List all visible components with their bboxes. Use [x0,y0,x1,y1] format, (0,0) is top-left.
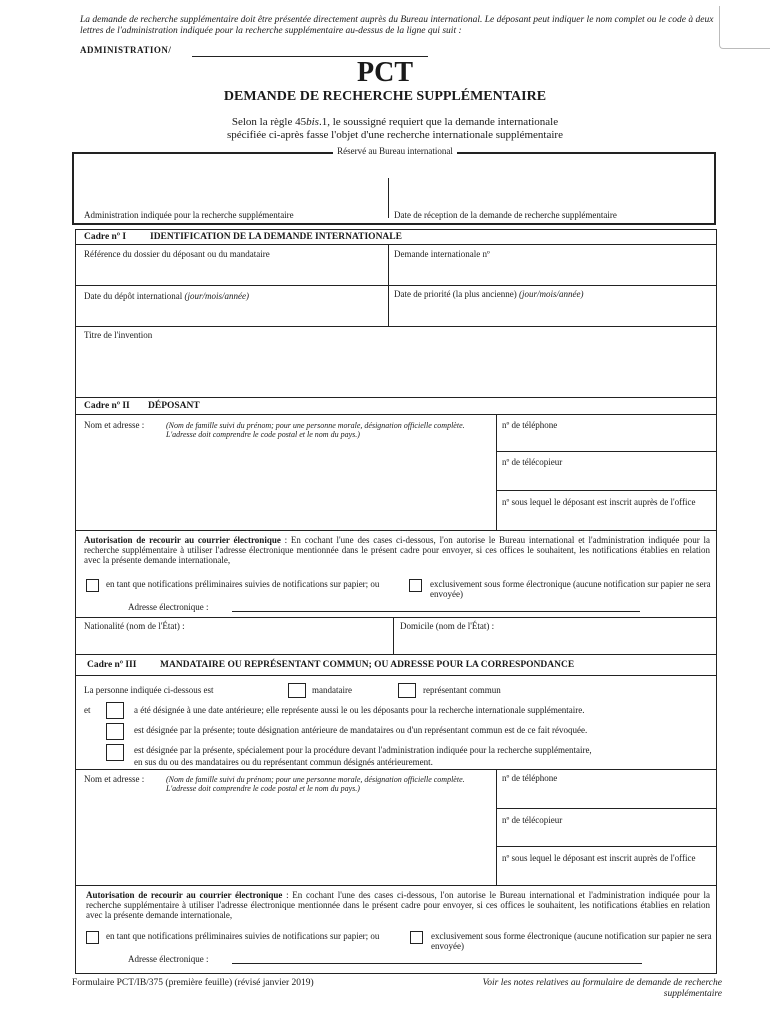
agent-name-label: Nom et adresse : [84,774,145,784]
filing-date-label: Date du dépôt international (jour/mois/année) [84,291,249,301]
page-corner-fold [719,6,770,49]
priority-date-label: Date de priorité (la plus ancienne) (jour/mois/année) [394,289,584,299]
box1-row-rule-2 [76,326,716,327]
reserved-label: Réservé au Bureau international [333,146,457,156]
nationality-label: Nationalité (nom de l'État) : [84,621,185,631]
invention-title-label: Titre de l'invention [84,330,153,340]
footer-form-id: Formulaire PCT/IB/375 (première feuille) (révisé janvier 2019) [72,978,314,988]
agent-phone-rule [496,808,716,809]
nationality-divider [393,617,394,654]
agent-office-reg-label: nº sous lequel le déposant est inscrit auprès de l'office [502,853,696,863]
reserved-date-label: Date de réception de la demande de recherche supplémentaire [394,210,617,220]
agent-label: mandataire [312,685,352,695]
box1-row-rule [76,285,716,286]
box3-top-rule [76,654,716,655]
box2-nationality-rule [76,617,716,618]
and-label: et [84,705,91,715]
applicant-email-field[interactable] [232,611,640,612]
agent-electronic-only-checkbox[interactable] [410,931,423,944]
box2-header-rule [76,414,716,415]
agent-preliminary-label: en tant que notifications préliminaires suivies de notifications sur papier; ou [106,931,380,941]
agent-email-field[interactable] [232,963,642,964]
rule-text: Selon la règle 45bis.1, le soussigné requiert que la demande internationale spécifiée ci-après fasse l'objet d'une recherche internationale supplémentaire [227,116,563,141]
applicant-email-authorization: Autorisation de recourir au courrier électronique : En cochant l'une des cases ci-dessous, l'on autorise le Bureau international et l'administration indiquée pour la recherche supplémentaire à utiliser l'adresse électronique mentionnée dans le présent cadre pour envoyer, si ces offices le souhaitent, les notifications établies en relation avec la présente demande internationale, [84,535,710,565]
agent-preliminary-checkbox[interactable] [86,931,99,944]
applicant-phone-rule [496,451,716,452]
applicant-email-label: Adresse électronique : [128,602,209,612]
reserved-admin-label: Administration indiquée pour la recherche supplémentaire [84,210,294,220]
intro-note: La demande de recherche supplémentaire doit être présentée directement auprès du Bureau international. Le déposant peut indiquer le nom complet ou le code à deux lettres de l'administration indiquée pour la recherche supplémentaire au-dessus de la ligne qui suit : [80,15,714,36]
prior-designation-checkbox[interactable] [106,702,124,719]
applicant-electronic-only-checkbox[interactable] [409,579,422,592]
pct-heading: PCT [357,57,413,88]
box2-title: DÉPOSANT [148,401,200,411]
person-is-label: La personne indiquée ci-dessous est [84,685,214,695]
administration-label: ADMINISTRATION/ [80,45,172,55]
box2-top-rule [76,397,716,398]
box3-title: MANDATAIRE OU REPRÉSENTANT COMMUN; OU ADRESSE POUR LA CORRESPONDANCE [160,660,575,670]
footer-notes-reference: Voir les notes relatives au formulaire de demande de recherche supplémentaire [482,978,722,999]
box2-auth-rule [76,530,716,531]
intl-application-label: Demande internationale nº [394,249,490,259]
agent-fax-rule [496,846,716,847]
agent-electronic-only-label: exclusivement sous forme électronique (aucune notification sur papier ne sera envoyée) [431,931,712,951]
prior-designation-label: a été désignée à une date antérieure; elle représente aussi le ou les déposants pour la recherche internationale supplémentaire. [134,705,585,715]
new-designation-label: est désignée par la présente; toute désignation antérieure de mandataires ou d'un représentant commun est de ce fait révoquée. [134,725,588,735]
box3-name-rule [76,769,716,770]
agent-checkbox[interactable] [288,683,306,698]
applicant-phone-label: nº de téléphone [502,420,558,430]
special-designation-label-2: en sus du ou des mandataires ou du représentant commun désignés antérieurement. [134,757,433,767]
special-designation-checkbox[interactable] [106,744,124,761]
applicant-office-reg-label: nº sous lequel le déposant est inscrit auprès de l'office [502,497,696,507]
common-rep-label: représentant commun [423,685,501,695]
reserved-label-wrap [0,146,770,157]
common-rep-checkbox[interactable] [398,683,416,698]
applicant-preliminary-label: en tant que notifications préliminaires suivies de notifications sur papier; ou [106,579,380,589]
box1-title: IDENTIFICATION DE LA DEMANDE INTERNATIONALE [150,232,402,242]
domicile-label: Domicile (nom de l'État) : [400,621,495,631]
agent-email-label: Adresse électronique : [128,954,209,964]
file-reference-label: Référence du dossier du déposant ou du mandataire [84,249,270,259]
reserved-divider [388,178,389,218]
box3-auth-rule [76,885,716,886]
box3-header-rule [76,675,716,676]
new-designation-checkbox[interactable] [106,723,124,740]
agent-email-authorization: Autorisation de recourir au courrier électronique : En cochant l'une des cases ci-dessous, l'on autorise le Bureau international et l'administration indiquée pour la recherche supplémentaire à utiliser l'adresse électronique mentionnée dans le présent cadre pour envoyer, si ces offices le souhaitent, les notifications établies en relation avec la présente demande internationale, [86,890,710,920]
applicant-name-note: (Nom de famille suivi du prénom; pour une personne morale, désignation officielle complète. L'adresse doit comprendre le code postal et le nom du pays.) [166,421,465,439]
form-title: DEMANDE DE RECHERCHE SUPPLÉMENTAIRE [223,89,547,104]
box1-number: Cadre nº I [84,232,127,242]
agent-name-note: (Nom de famille suivi du prénom; pour une personne morale, désignation officielle complète. L'adresse doit comprendre le code postal et le nom du pays.) [166,775,465,793]
box3-number: Cadre nº III [87,660,137,670]
box1-header-rule [76,244,716,245]
applicant-fax-rule [496,490,716,491]
applicant-preliminary-checkbox[interactable] [86,579,99,592]
box2-number: Cadre nº II [84,401,130,411]
agent-fax-label: nº de télécopieur [502,815,563,825]
applicant-fax-label: nº de télécopieur [502,457,563,467]
box2-divider [496,414,497,530]
applicant-name-label: Nom et adresse : [84,420,145,430]
box3-divider [496,769,497,885]
special-designation-label: est désignée par la présente, spécialement pour la procédure devant l'administration indiquée pour la recherche supplémentaire, [134,745,592,755]
applicant-electronic-only-label: exclusivement sous forme électronique (aucune notification sur papier ne sera envoyée) [430,579,711,599]
agent-phone-label: nº de téléphone [502,773,558,783]
